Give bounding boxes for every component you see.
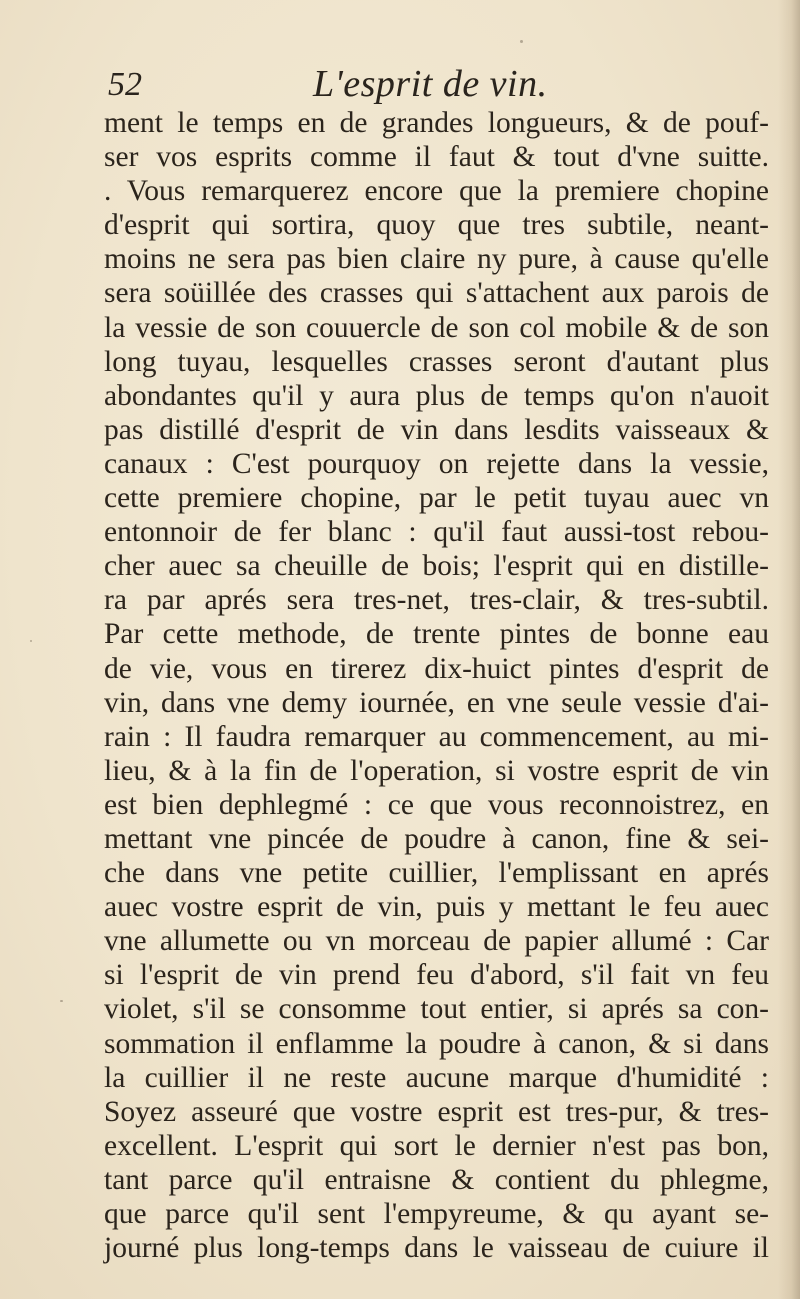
text-line: excellent. L'esprit qui sort le dernier n'est pas bon,: [104, 1129, 769, 1162]
text-line: ment le temps en de grandes longueurs, & de pouf-: [104, 107, 769, 139]
text-line: pas distillé d'esprit de vin dans lesdits vaisseaux &: [104, 413, 769, 446]
text-line: vin, dans vne demy iournée, en vne seule vessie d'ai-: [104, 686, 769, 719]
running-title: L'esprit de vin.: [313, 63, 548, 105]
text-line: mettant vne pincée de poudre à canon, fine & sei-: [104, 822, 769, 855]
page-gutter-shadow: [778, 0, 800, 1299]
text-line: violet, s'il se consomme tout entier, si aprés sa con-: [104, 993, 769, 1026]
text-line: tant parce qu'il entraisne & contient du phlegme,: [104, 1163, 769, 1196]
page-header: [108, 58, 768, 108]
text-line: si l'esprit de vin prend feu d'abord, s'il fait vn feu: [104, 959, 769, 992]
text-line: . Vous remarquerez encore que la premiere chopine: [104, 175, 769, 208]
text-line: canaux : C'est pourquoy on rejette dans la vessie,: [104, 447, 769, 480]
text-line: la cuillier il ne reste aucune marque d'humidité :: [104, 1061, 769, 1094]
paper-speck: [30, 640, 32, 642]
paper-speck: [60, 1000, 63, 1002]
text-line: vne allumette ou vn morceau de papier allumé : Car: [104, 925, 769, 958]
paper-speck: [520, 40, 523, 43]
text-line: lieu, & à la fin de l'operation, si vostre esprit de vin: [104, 754, 769, 787]
text-line: auec vostre esprit de vin, puis y mettant le feu auec: [104, 891, 769, 924]
text-line: abondantes qu'il y aura plus de temps qu'on n'auoit: [104, 379, 769, 412]
text-line: long tuyau, lesquelles crasses seront d'autant plus: [104, 345, 769, 378]
text-line: cette premiere chopine, par le petit tuyau auec vn: [104, 482, 769, 515]
text-line: rain : Il faudra remarquer au commencement, au mi-: [104, 720, 769, 753]
page-number: 52: [108, 66, 142, 103]
text-line: que parce qu'il sent l'empyreume, & qu ayant se-: [104, 1198, 769, 1230]
text-line: est bien dephlegmé : ce que vous reconnoistrez, en: [104, 788, 769, 821]
text-line: sera soüillée des crasses qui s'attachent aux parois de: [104, 277, 769, 310]
text-line: Soyez asseuré que vostre esprit est tres-pur, & tres-: [104, 1095, 769, 1128]
text-line: ser vos esprits comme il faut & tout d'vne suitte.: [104, 141, 769, 174]
text-line: journé plus long-temps dans le vaisseau de cuiure il: [104, 1232, 769, 1265]
text-line: ra par aprés sera tres-net, tres-clair, & tres-subtil.: [104, 584, 769, 617]
text-line: Par cette methode, de trente pintes de bonne eau: [104, 618, 769, 651]
text-line: de vie, vous en tirerez dix-huict pintes d'esprit de: [104, 652, 769, 685]
text-line: sommation il enflamme la poudre à canon, & si dans: [104, 1027, 769, 1060]
text-line: moins ne sera pas bien claire ny pure, à cause qu'elle: [104, 243, 769, 276]
text-line: entonnoir de fer blanc : qu'il faut aussi-tost rebou-: [104, 516, 769, 549]
text-line: la vessie de son couuercle de son col mobile & de son: [104, 311, 769, 344]
text-line: cher auec sa cheuille de bois; l'esprit qui en distille-: [104, 550, 769, 583]
text-line: d'esprit qui sortira, quoy que tres subtile, neant-: [104, 209, 769, 242]
body-text: [104, 106, 769, 1265]
text-line: che dans vne petite cuillier, l'emplissant en aprés: [104, 857, 769, 890]
